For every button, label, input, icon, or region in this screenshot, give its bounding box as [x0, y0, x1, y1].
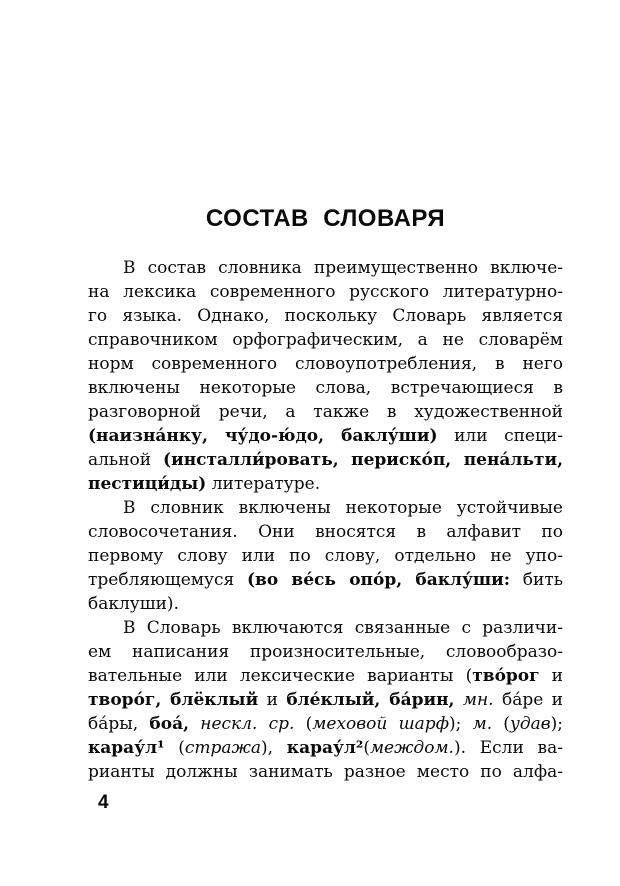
text-run: бить — [510, 570, 563, 590]
text-run: и — [539, 666, 563, 686]
text-run: (наизна́нку, чу́до-ю́до, баклу́ши) — [88, 426, 438, 446]
page-title: СОСТАВ СЛОВАРЯ — [205, 205, 446, 232]
text-run: баклуши). — [88, 594, 179, 614]
text-run: требляющемуся — [88, 570, 247, 590]
text-line — [88, 712, 563, 736]
text-run: альной — [88, 450, 164, 470]
text-run: ); — [449, 714, 473, 734]
text-run: ( — [492, 714, 510, 734]
text-line — [88, 400, 563, 424]
text-line — [88, 688, 563, 712]
text-line — [88, 472, 563, 496]
text-run: словосочетания. Они вносятся в алфавит по — [88, 522, 563, 542]
text-run: пестици́ды) — [88, 474, 207, 494]
text-run: нескл. ср. — [200, 714, 295, 734]
text-body — [88, 256, 563, 784]
text-run: го языка. Однако, поскольку Словарь является — [88, 306, 563, 326]
text-run: справочником орфографическим, а не словарём — [88, 330, 563, 350]
text-run: и — [258, 690, 287, 710]
text-run: м. — [472, 714, 493, 734]
text-run — [454, 690, 462, 710]
text-line — [88, 592, 563, 616]
text-line — [88, 376, 563, 400]
text-run: В состав словника преимущественно включе- — [123, 258, 563, 278]
text-run: карау́л² — [286, 738, 364, 758]
text-run — [189, 714, 200, 734]
text-line — [88, 352, 563, 376]
text-line — [88, 304, 563, 328]
text-run: или специ- — [437, 426, 563, 446]
text-run: мн. — [462, 690, 494, 710]
text-run: на лексика современного русского литературно- — [88, 282, 563, 302]
text-run: норм современного словоупотребления, в него — [88, 354, 563, 374]
text-run: бле́клый, ба́рин, — [286, 690, 455, 710]
text-line — [88, 640, 563, 664]
text-line — [88, 568, 563, 592]
text-run: первому слову или по слову, отдельно не упо- — [88, 546, 563, 566]
text-run: ( — [164, 738, 185, 758]
text-line — [88, 664, 563, 688]
text-run: рианты должны занимать разное место по алфа- — [88, 762, 563, 782]
text-run: ба́ре и — [493, 690, 564, 710]
text-line — [88, 544, 563, 568]
text-run: вательные или лексические варианты ( — [88, 666, 473, 686]
text-run: удав — [509, 714, 551, 734]
text-run: творо́г, блёклый — [88, 690, 259, 710]
text-run: боа́, — [149, 714, 190, 734]
text-run: ), — [261, 738, 287, 758]
text-run: включены некоторые слова, встречающиеся в — [88, 378, 563, 398]
text-run: карау́л¹ — [88, 738, 165, 758]
text-line — [88, 424, 563, 448]
text-run: литературе. — [206, 474, 321, 494]
text-line — [88, 448, 563, 472]
text-line — [88, 256, 563, 280]
text-run: ). Если ва- — [453, 738, 563, 758]
text-line — [88, 736, 563, 760]
text-run: стража — [184, 738, 262, 758]
text-run: (инсталли́ровать, периско́п, пена́льти, — [163, 450, 563, 470]
text-run: тво́рог — [472, 666, 540, 686]
text-line — [88, 616, 563, 640]
text-line — [88, 328, 563, 352]
text-run: В Словарь включаются связанные с различи- — [123, 618, 563, 638]
text-run: разговорной речи, а также в художественной — [88, 402, 563, 422]
text-line — [88, 760, 563, 784]
text-run: ба́ры, — [88, 714, 150, 734]
text-run: (во ве́сь опо́р, баклу́ши: — [246, 570, 511, 590]
text-run: ( — [294, 714, 313, 734]
text-run: ); — [550, 714, 563, 734]
text-run: ем написания произносительные, словообразо- — [88, 642, 563, 662]
text-line — [88, 496, 563, 520]
text-line — [88, 520, 563, 544]
text-run: меховой шарф — [312, 714, 449, 734]
text-run: ( — [363, 738, 370, 758]
text-run: междом. — [369, 738, 454, 758]
text-run: В словник включены некоторые устойчивые — [123, 498, 563, 518]
text-line — [88, 280, 563, 304]
page-number: 4 — [98, 792, 109, 813]
